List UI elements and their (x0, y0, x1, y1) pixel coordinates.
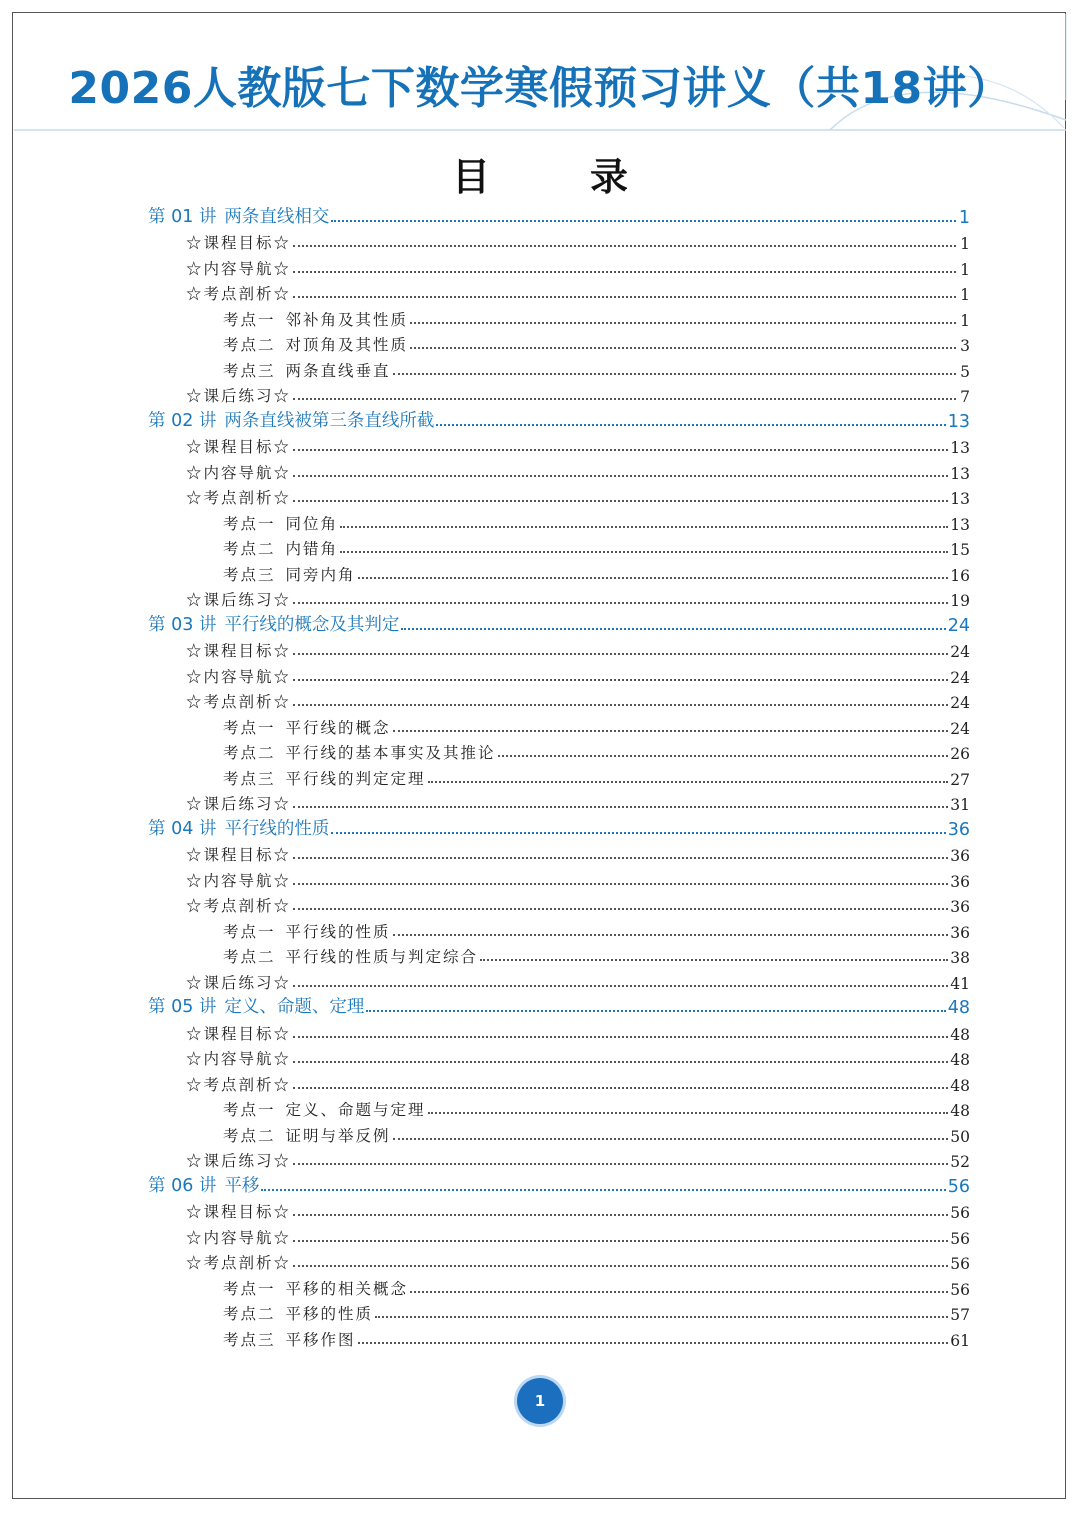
dot-leader (293, 1087, 948, 1089)
toc-lecture-entry[interactable] (148, 1171, 970, 1197)
point-label (223, 1124, 393, 1146)
lecture-title: 平移 (224, 1175, 260, 1196)
point-label (223, 767, 428, 789)
section-label: ☆课程目标☆ (186, 1024, 292, 1043)
dot-leader (293, 679, 948, 681)
section-label: ☆内容导航☆ (186, 463, 292, 482)
section-page: 48 (950, 1051, 970, 1069)
dot-leader (293, 1163, 948, 1165)
toc-section-entry[interactable] (148, 1069, 970, 1095)
point-title: 内错角 (285, 540, 339, 558)
lecture-label (148, 993, 366, 1018)
toc-lecture-entry[interactable] (148, 406, 970, 432)
toc-exercise-entry[interactable] (148, 789, 970, 815)
toc-point-entry[interactable] (148, 916, 970, 942)
toc-section-entry[interactable] (148, 483, 970, 509)
point-label (223, 920, 393, 942)
dot-leader (293, 704, 948, 706)
section-page: 56 (950, 1255, 970, 1273)
point-title: 邻补角及其性质 (285, 310, 409, 329)
toc-point-entry[interactable] (148, 763, 970, 789)
dot-leader (498, 755, 949, 757)
lecture-page: 56 (947, 1176, 970, 1197)
point-index: 考点二 (223, 1126, 276, 1145)
point-page: 3 (960, 337, 970, 355)
section-page: 24 (950, 643, 970, 661)
point-title: 平移的相关概念 (285, 1279, 409, 1298)
point-label (223, 563, 358, 585)
section-page: 1 (960, 235, 970, 253)
point-index: 考点一 (223, 310, 276, 329)
toc-heading (0, 146, 1080, 201)
exercise-page: 52 (950, 1153, 970, 1171)
dot-leader (293, 985, 948, 987)
point-index: 考点二 (223, 336, 276, 354)
point-label (223, 512, 340, 534)
toc-section-entry[interactable] (148, 1018, 970, 1044)
dot-leader (393, 373, 956, 375)
section-page: 36 (950, 872, 970, 891)
section-label: ☆课程目标☆ (186, 438, 292, 456)
point-index: 考点一 (223, 922, 276, 941)
section-label: ☆内容导航☆ (186, 667, 292, 686)
toc-section-entry[interactable] (148, 457, 970, 483)
point-page: 15 (950, 541, 970, 559)
dot-leader (261, 1189, 945, 1191)
point-label (223, 1302, 375, 1324)
point-title: 定义、命题与定理 (285, 1101, 426, 1119)
dot-leader (293, 475, 948, 477)
lecture-label (148, 407, 436, 432)
point-index: 考点一 (223, 1279, 276, 1298)
toc-section-entry[interactable] (148, 891, 970, 917)
lecture-title: 两条直线被第三条直线所截 (224, 410, 435, 431)
section-page: 1 (960, 260, 970, 279)
point-index: 考点三 (223, 565, 276, 584)
point-title: 平行线的概念 (285, 718, 391, 737)
toc-section-entry[interactable] (148, 432, 970, 458)
section-label: ☆考点剖析☆ (186, 1075, 292, 1094)
toc-section-entry[interactable] (148, 687, 970, 713)
toc-point-entry[interactable] (148, 534, 970, 560)
toc-section-entry[interactable] (148, 661, 970, 687)
lecture-page: 24 (947, 615, 970, 636)
dot-leader (293, 1240, 948, 1242)
lecture-label (148, 203, 331, 228)
section-page: 48 (950, 1076, 970, 1095)
section-page: 24 (950, 668, 970, 687)
point-page: 5 (960, 362, 970, 381)
dot-leader (401, 628, 945, 630)
toc-section-entry[interactable] (148, 253, 970, 279)
point-title: 平移的性质 (285, 1305, 374, 1323)
point-title: 同旁内角 (285, 565, 356, 584)
toc-section-entry[interactable] (148, 840, 970, 866)
point-index: 考点三 (223, 769, 276, 788)
table-of-contents (148, 202, 970, 1350)
page-number-badge: 1 (517, 1378, 563, 1424)
toc-point-entry[interactable] (148, 508, 970, 534)
toc-section-entry[interactable] (148, 1248, 970, 1274)
toc-section-entry[interactable] (148, 228, 970, 254)
toc-exercise-entry[interactable] (148, 1146, 970, 1172)
section-page: 48 (950, 1025, 970, 1044)
point-index: 考点二 (223, 744, 276, 762)
dot-leader (410, 1291, 948, 1293)
dot-leader (293, 271, 956, 273)
lecture-title: 两条直线相交 (224, 206, 330, 227)
exercise-label: ☆课后练习☆ (186, 387, 292, 405)
point-index: 考点一 (223, 718, 276, 737)
point-label (223, 1328, 358, 1350)
point-title: 平行线的性质与判定综合 (285, 948, 479, 966)
point-page: 26 (950, 745, 970, 763)
dot-leader (293, 296, 956, 298)
section-label: ☆考点剖析☆ (186, 693, 292, 711)
section-label: ☆课程目标☆ (186, 642, 292, 660)
section-page: 13 (950, 439, 970, 457)
toc-section-entry[interactable] (148, 1044, 970, 1070)
section-page: 56 (950, 1229, 970, 1248)
toc-point-entry[interactable] (148, 1095, 970, 1121)
point-label (223, 333, 410, 355)
point-title: 两条直线垂直 (285, 361, 391, 380)
dot-leader (410, 347, 956, 349)
toc-heading-part2: 录 (590, 154, 629, 199)
lecture-title: 平行线的性质 (224, 818, 330, 839)
toc-point-entry[interactable] (148, 1120, 970, 1146)
dot-leader (331, 220, 956, 222)
point-page: 13 (950, 515, 970, 534)
point-title: 同位角 (285, 514, 339, 533)
section-label: ☆课程目标☆ (186, 1203, 292, 1221)
toc-point-entry[interactable] (148, 304, 970, 330)
point-page: 1 (960, 311, 970, 330)
dot-leader (393, 1138, 949, 1140)
point-page: 61 (950, 1331, 970, 1350)
section-label: ☆内容导航☆ (186, 1228, 292, 1247)
section-label: ☆考点剖析☆ (186, 897, 292, 915)
exercise-page: 41 (950, 974, 970, 993)
point-title: 平行线的判定定理 (285, 769, 426, 788)
toc-section-entry[interactable] (148, 865, 970, 891)
toc-exercise-entry[interactable] (148, 585, 970, 611)
dot-leader (428, 781, 949, 783)
dot-leader (293, 883, 948, 885)
section-label: ☆考点剖析☆ (186, 489, 292, 507)
exercise-label: ☆课后练习☆ (186, 795, 292, 813)
lecture-page: 48 (947, 998, 970, 1018)
toc-heading-part1: 目 (451, 154, 490, 199)
section-label: ☆内容导航☆ (186, 1050, 292, 1068)
section-label: ☆内容导航☆ (186, 259, 292, 278)
lecture-number: 第 04 讲 (148, 818, 217, 839)
point-index: 考点二 (223, 948, 276, 966)
point-index: 考点二 (223, 1305, 276, 1323)
point-label (223, 945, 480, 967)
dot-leader (366, 1010, 945, 1012)
exercise-label: ☆课后练习☆ (186, 591, 292, 609)
lecture-page: 36 (947, 819, 970, 840)
dot-leader (293, 1061, 948, 1063)
exercise-label: ☆课后练习☆ (186, 1152, 292, 1170)
lecture-number: 第 05 讲 (148, 997, 217, 1017)
section-label: ☆考点剖析☆ (186, 285, 292, 303)
lecture-title: 定义、命题、定理 (224, 997, 365, 1017)
exercise-page: 31 (950, 796, 970, 814)
toc-point-entry[interactable] (148, 559, 970, 585)
point-page: 27 (950, 770, 970, 789)
section-page: 36 (950, 847, 970, 865)
section-label: ☆考点剖析☆ (186, 1254, 292, 1272)
lecture-number: 第 03 讲 (148, 614, 217, 635)
point-page: 50 (950, 1127, 970, 1146)
dot-leader (375, 1316, 948, 1318)
point-label (223, 1098, 428, 1120)
toc-lecture-entry[interactable] (148, 993, 970, 1019)
lecture-number: 第 02 讲 (148, 410, 217, 431)
point-title: 平行线的性质 (285, 922, 391, 941)
dot-leader (293, 908, 948, 910)
dot-leader (340, 526, 948, 528)
dot-leader (293, 1036, 948, 1038)
point-index: 考点二 (223, 540, 276, 558)
dot-leader (293, 500, 948, 502)
lecture-number: 第 06 讲 (148, 1175, 217, 1196)
point-label (223, 716, 393, 738)
point-index: 考点三 (223, 1330, 276, 1349)
dot-leader (293, 245, 956, 247)
document-title: 2026人教版七下数学寒假预习讲义（共18讲） (68, 63, 1012, 114)
dot-leader (428, 1112, 949, 1114)
exercise-label: ☆课后练习☆ (186, 973, 292, 992)
toc-section-entry[interactable] (148, 279, 970, 305)
section-page: 13 (950, 464, 970, 483)
point-title: 对顶角及其性质 (285, 336, 409, 354)
toc-point-entry[interactable] (148, 738, 970, 764)
section-page: 56 (950, 1204, 970, 1222)
point-label (223, 537, 340, 559)
toc-point-entry[interactable] (148, 1324, 970, 1350)
toc-exercise-entry[interactable] (148, 967, 970, 993)
point-label (223, 359, 393, 381)
point-title: 平行线的基本事实及其推论 (285, 744, 496, 762)
dot-leader (358, 577, 949, 579)
section-page: 13 (950, 490, 970, 508)
lecture-title: 平行线的概念及其判定 (224, 614, 400, 635)
dot-leader (358, 1342, 949, 1344)
lecture-label (148, 611, 401, 636)
dot-leader (480, 959, 948, 961)
point-title: 证明与举反例 (285, 1126, 391, 1145)
toc-section-entry[interactable] (148, 1197, 970, 1223)
point-page: 48 (950, 1102, 970, 1120)
dot-leader (393, 730, 949, 732)
toc-lecture-entry[interactable] (148, 610, 970, 636)
point-page: 16 (950, 566, 970, 585)
point-title: 平移作图 (285, 1330, 356, 1349)
section-page: 1 (960, 286, 970, 304)
toc-exercise-entry[interactable] (148, 381, 970, 407)
section-label: ☆课程目标☆ (186, 846, 292, 864)
toc-point-entry[interactable] (148, 355, 970, 381)
point-index: 考点一 (223, 1101, 276, 1119)
lecture-page: 1 (958, 207, 970, 228)
dot-leader (393, 934, 949, 936)
dot-leader (293, 857, 948, 859)
dot-leader (293, 449, 948, 451)
point-index: 考点三 (223, 361, 276, 380)
toc-section-entry[interactable] (148, 1222, 970, 1248)
point-page: 36 (950, 923, 970, 942)
point-label (223, 1277, 410, 1299)
toc-point-entry[interactable] (148, 712, 970, 738)
dot-leader (293, 1265, 948, 1267)
point-page: 57 (950, 1306, 970, 1324)
lecture-page: 13 (947, 411, 970, 432)
lecture-label (148, 1172, 261, 1197)
point-label (223, 741, 498, 763)
toc-point-entry[interactable] (148, 330, 970, 356)
point-index: 考点一 (223, 514, 276, 533)
dot-leader (293, 653, 948, 655)
dot-leader (293, 1214, 948, 1216)
section-page: 36 (950, 898, 970, 916)
dot-leader (293, 398, 956, 400)
point-page: 24 (950, 719, 970, 738)
toc-lecture-entry[interactable] (148, 814, 970, 840)
toc-section-entry[interactable] (148, 636, 970, 662)
dot-leader (410, 322, 956, 324)
toc-point-entry[interactable] (148, 1273, 970, 1299)
point-page: 56 (950, 1280, 970, 1299)
exercise-page: 19 (950, 592, 970, 610)
section-label: ☆课程目标☆ (186, 234, 292, 252)
dot-leader (331, 832, 945, 834)
lecture-label (148, 815, 331, 840)
dot-leader (293, 806, 948, 808)
section-page: 24 (950, 694, 970, 712)
point-page: 38 (950, 949, 970, 967)
toc-lecture-entry[interactable] (148, 202, 970, 228)
dot-leader (340, 551, 948, 553)
point-label (223, 308, 410, 330)
toc-point-entry[interactable] (148, 1299, 970, 1325)
lecture-number: 第 01 讲 (148, 206, 217, 227)
section-label: ☆内容导航☆ (186, 871, 292, 890)
toc-point-entry[interactable] (148, 942, 970, 968)
exercise-page: 7 (960, 388, 970, 406)
dot-leader (436, 424, 945, 426)
dot-leader (293, 602, 948, 604)
